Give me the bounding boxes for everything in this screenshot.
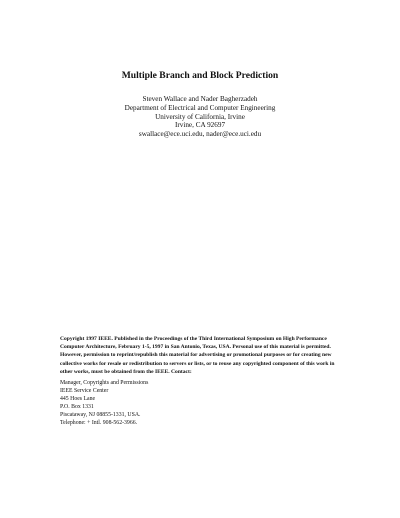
contact-line: Piscataway, NJ 08855-1331, USA. (60, 412, 141, 418)
author-department: Department of Electrical and Computer Engineering (124, 103, 276, 112)
copyright-line: other works, must be obtained from the IEEE. Contact: (60, 368, 192, 375)
copyright-line: Computer Architecture, February 1-5, 1997 in San Antonio, Texas, USA. Personal use of this material is permitted. (60, 344, 331, 351)
copyright-line: collective works for resale or redistribution to servers or lists, or to reuse any copyrighted component of this work in (60, 360, 335, 367)
contact-line: P.O. Box 1331 (60, 404, 94, 410)
copyright-line: Copyright 1997 IEEE. Published in the Proceedings of the Third International Symposium on High Performance (60, 336, 327, 342)
author-names: Steven Wallace and Nader Bagherzadeh (142, 95, 258, 103)
copyright-notice (60, 335, 344, 376)
paper-title: Multiple Branch and Block Prediction (121, 70, 279, 81)
contact-address (60, 379, 344, 427)
author-block (0, 95, 400, 139)
author-emails: swallace@ece.uci.edu, nader@ece.uci.edu (138, 130, 262, 139)
contact-line: Manager, Copyrights and Permissions (60, 380, 149, 386)
contact-line: Telephone: + Intl. 908-562-3966. (60, 420, 138, 426)
contact-line: IEEE Service Center (60, 388, 109, 394)
author-university: University of California, Irvine (155, 112, 245, 121)
author-location: Irvine, CA 92697 (174, 121, 226, 130)
contact-line: 445 Hoes Lane (60, 396, 96, 402)
copyright-line: However, permission to reprint/republish this material for advertising or promotional purposes or for creating new (60, 352, 332, 359)
